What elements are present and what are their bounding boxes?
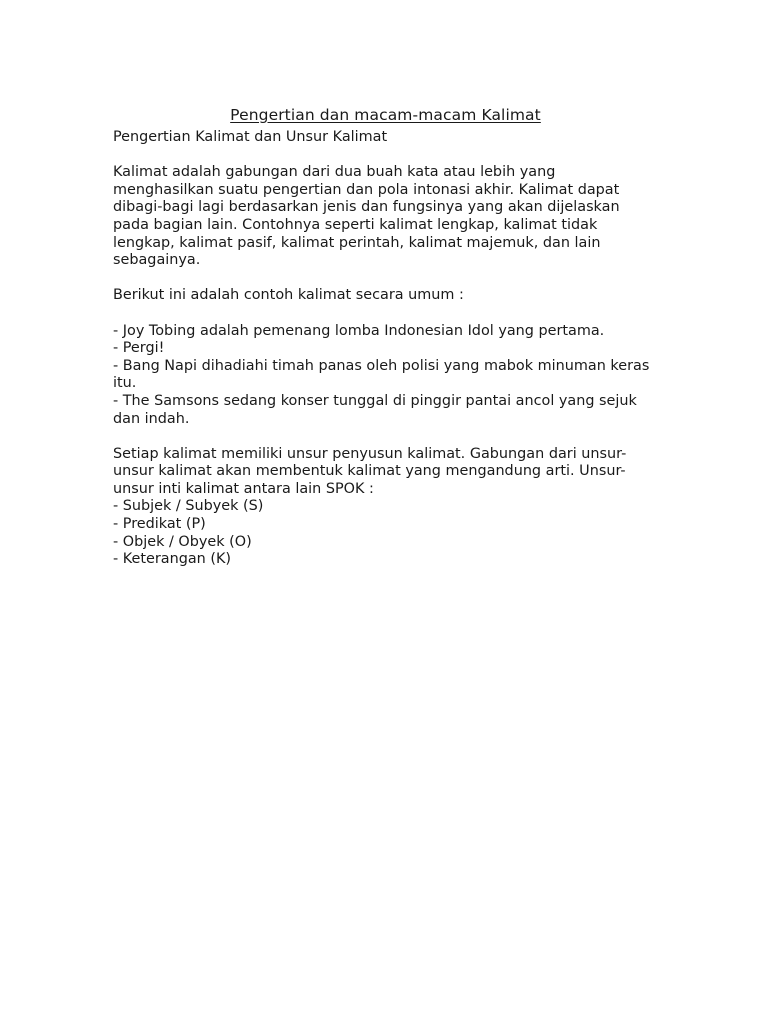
document-title: Pengertian dan macam-macam Kalimat: [230, 106, 541, 124]
definition-paragraph: Kalimat adalah gabungan dari dua buah kata atau lebih yang menghasilkan suatu pengertian dan pola intonasi akhir. Kalimat dapat dibagi-bagi lagi berdasarkan jenis dan fungsinya yang akan dijelaskan pada bagian lain. Contohnya seperti kalimat lengkap, kalimat tidak lengkap, kalimat pasif, kalimat perintah, kalimat majemuk, dan lain sebagainya.: [113, 164, 620, 269]
example-item: - The Samsons sedang konser tunggal di pinggir pantai ancol yang sejuk dan indah.: [113, 392, 637, 427]
spok-item: - Objek / Obyek (O): [113, 533, 252, 550]
paragraph-gap: [113, 305, 658, 323]
document-page: [113, 104, 658, 569]
paragraph-gap: [113, 428, 658, 446]
paragraph-gap: [113, 270, 658, 288]
paragraph-gap: [113, 147, 658, 165]
spok-item: - Predikat (P): [113, 516, 206, 533]
example-item: - Pergi!: [113, 340, 165, 357]
examples-intro: Berikut ini adalah contoh kalimat secara umum :: [113, 287, 464, 304]
example-item: - Joy Tobing adalah pemenang lomba Indonesian Idol yang pertama.: [113, 322, 605, 339]
spok-item: - Keterangan (K): [113, 551, 232, 568]
examples-list: [113, 323, 658, 429]
document-subtitle: Pengertian Kalimat dan Unsur Kalimat: [113, 129, 388, 145]
spok-list: [113, 498, 658, 568]
spok-intro-paragraph: Setiap kalimat memiliki unsur penyusun kalimat. Gabungan dari unsur-unsur kalimat akan membentuk kalimat yang mengandung arti. Unsur-unsur inti kalimat antara lain SPOK :: [113, 445, 627, 497]
example-item: - Bang Napi dihadiahi timah panas oleh polisi yang mabok minuman keras itu.: [113, 357, 650, 392]
spok-item: - Subjek / Subyek (S): [113, 498, 264, 515]
